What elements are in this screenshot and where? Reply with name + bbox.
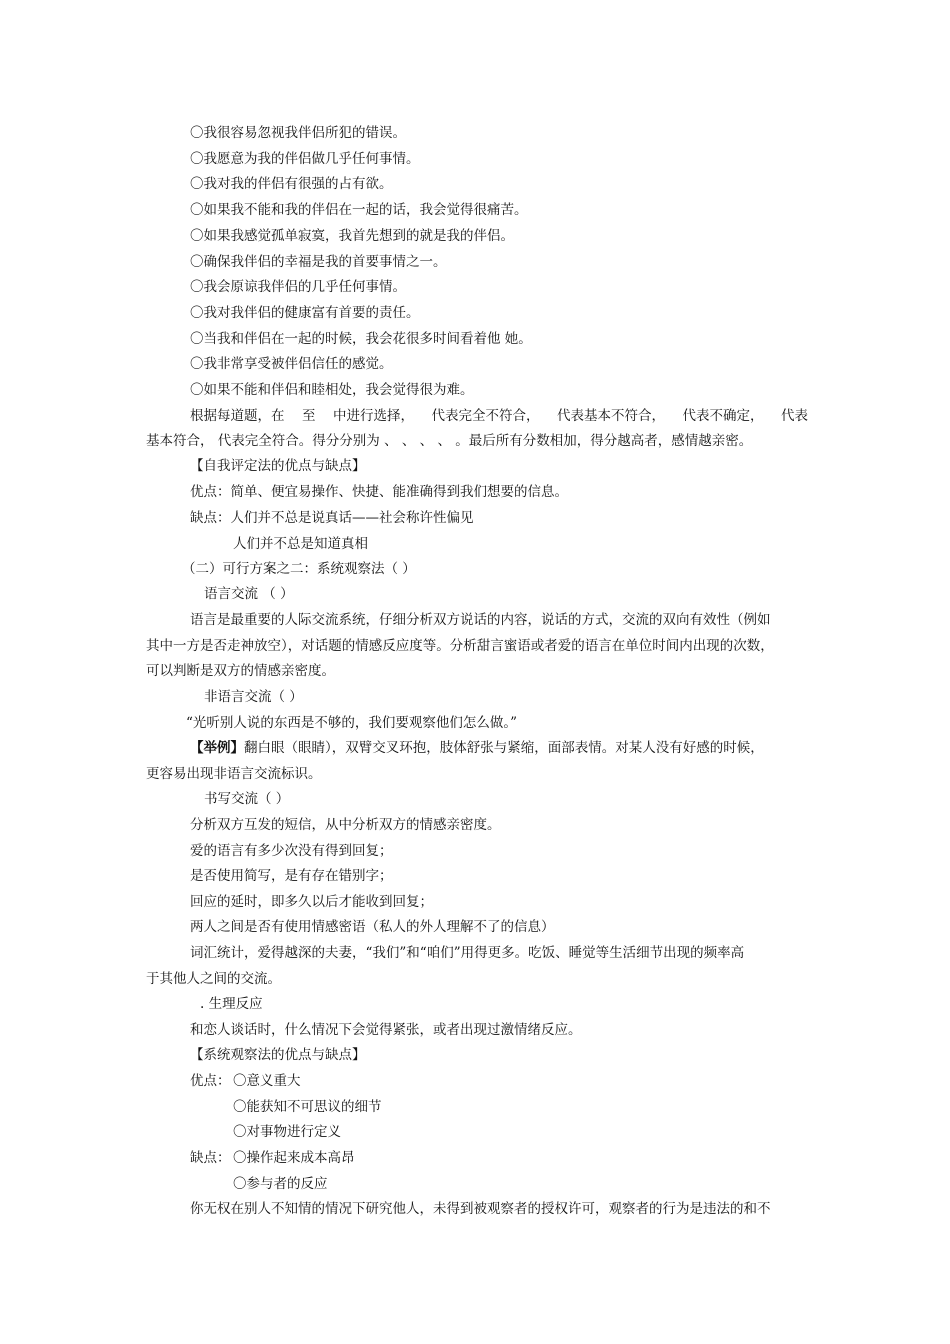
cons-item: 〇参与者的反应 [233, 1176, 328, 1192]
paragraph-line: 是否使用简写，是有存在错别字； [190, 868, 393, 884]
survey-item: 〇当我和伴侣在一起的时候，我会花很多时间看着他 她。 [190, 331, 532, 347]
pros-item: 〇能获知不可思议的细节 [233, 1099, 382, 1115]
cons-item: 〇操作起来成本高昂 [233, 1150, 355, 1166]
survey-item: 〇我愿意为我的伴侣做几乎任何事情。 [190, 151, 420, 167]
example-tag: 【举例】 [190, 740, 244, 756]
subsection-heading: 语言交流 （ ） [204, 586, 294, 602]
paragraph-line: 两人之间是否有使用情感密语（私人的外人理解不了的信息） [190, 919, 555, 935]
pros-item: 〇对事物进行定义 [233, 1124, 341, 1140]
pros-label: 优点： [190, 1073, 231, 1089]
cons-text: 人们并不总是知道真相 [233, 536, 368, 552]
paragraph-line: 分析双方互发的短信，从中分析双方的情感亲密度。 [190, 817, 501, 833]
paragraph-line: 更容易出现非语言交流标识。 [146, 766, 322, 782]
paragraph-line: 回应的延时，即多久以后才能收到回复； [190, 894, 433, 910]
survey-item: 〇我对我的伴侣有很强的占有欲。 [190, 176, 393, 192]
survey-item: 〇我非常享受被伴侣信任的感觉。 [190, 356, 393, 372]
pros-text: 优点：简单、便宜易操作、快捷、能准确得到我们想要的信息。 [190, 484, 568, 500]
scoring-paragraph-line1: 根据每道题，在 至 中进行选择， 代表完全不符合， 代表基本不符合， 代表不确定， 代表 [190, 408, 808, 424]
section-heading: 【自我评定法的优点与缺点】 [190, 458, 366, 474]
quote-text: “光听别人说的东西是不够的，我们要观察他们怎么做。” [186, 715, 518, 731]
survey-item: 〇如果我不能和我的伴侣在一起的话，我会觉得很痛苦。 [190, 202, 528, 218]
survey-item: 〇如果不能和伴侣和睦相处，我会觉得很为难。 [190, 382, 474, 398]
scoring-paragraph-line2: 基本符合， 代表完全符合。得分分别为 、 、 、 、 。最后所有分数相加，得分越高者，感情越亲密。 [146, 433, 753, 449]
cons-label: 缺点： [190, 1150, 231, 1166]
section-heading: （二）可行方案之二：系统观察法（ ） [182, 561, 416, 577]
pros-item: 〇意义重大 [233, 1073, 301, 1089]
paragraph-line: 爱的语言有多少次没有得到回复； [190, 843, 393, 859]
paragraph-line: 可以判断是双方的情感亲密度。 [146, 663, 335, 679]
survey-item: 〇我会原谅我伴侣的几乎任何事情。 [190, 279, 406, 295]
paragraph-line: 其中一方是否走神放空），对话题的情感反应度等。分析甜言蜜语或者爱的语言在单位时间内出现的次数， [146, 638, 774, 654]
subsection-heading: 书写交流（ ） [204, 791, 290, 807]
paragraph-line: 和恋人谈话时，什么情况下会觉得紧张，或者出现过激情绪反应。 [190, 1022, 582, 1038]
subsection-heading: . 生理反应 [200, 996, 263, 1012]
subsection-heading: 非语言交流（ ） [204, 689, 303, 705]
example-line: 【举例】翻白眼（眼睛），双臂交叉环抱，肢体舒张与紧缩，面部表情。对某人没有好感的时候， [190, 740, 764, 756]
paragraph-line: 于其他人之间的交流。 [146, 971, 281, 987]
survey-item: 〇确保我伴侣的幸福是我的首要事情之一。 [190, 254, 447, 270]
paragraph-line: 你无权在别人不知情的情况下研究他人，未得到被观察者的授权许可，观察者的行为是违法的和不 [190, 1201, 771, 1217]
section-heading: 【系统观察法的优点与缺点】 [190, 1047, 366, 1063]
survey-item: 〇我对我伴侣的健康富有首要的责任。 [190, 305, 420, 321]
survey-item: 〇如果我感觉孤单寂寞，我首先想到的就是我的伴侣。 [190, 228, 514, 244]
paragraph-line: 语言是最重要的人际交流系统，仔细分析双方说话的内容，说话的方式，交流的双向有效性（例如 [190, 612, 771, 628]
cons-text: 缺点：人们并不总是说真话——社会称许性偏见 [190, 510, 474, 526]
survey-item: 〇我很容易忽视我伴侣所犯的错误。 [190, 125, 406, 141]
paragraph-line: 词汇统计，爱得越深的夫妻，“我们”和“咱们”用得更多。吃饭、睡觉等生活细节出现的频率高 [190, 945, 745, 961]
